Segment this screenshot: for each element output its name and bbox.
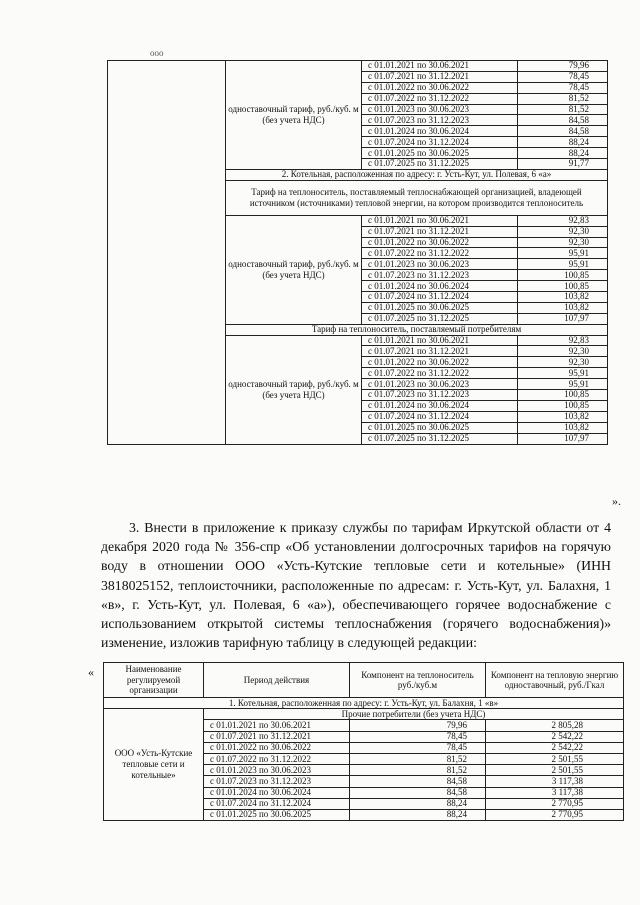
value-cell: 103,82 xyxy=(518,292,608,303)
subtitle-supplier: Тариф на теплоноситель, поставляемый теплоснабжающей организацией, владеющей источником (источниками) тепловой энергии, на котором производится теплоноситель xyxy=(226,180,608,215)
value-cell: 91,77 xyxy=(518,159,608,170)
value-cell: 95,91 xyxy=(518,368,608,379)
coolant-value: 88,24 xyxy=(350,809,486,820)
period-cell: с 01.07.2025 по 31.12.2025 xyxy=(362,159,518,170)
value-cell: 95,91 xyxy=(518,248,608,259)
period-cell: с 01.07.2025 по 31.12.2025 xyxy=(362,433,518,444)
period-cell: с 01.07.2024 по 31.12.2024 xyxy=(362,292,518,303)
org-cell xyxy=(108,61,226,445)
heat-value: 2 770,95 xyxy=(486,809,624,820)
period-cell: с 01.07.2022 по 31.12.2022 xyxy=(362,248,518,259)
value-cell: 81,52 xyxy=(518,93,608,104)
period-cell: с 01.07.2021 по 31.12.2021 xyxy=(362,226,518,237)
table-row xyxy=(104,698,624,709)
period-cell: с 01.01.2024 по 30.06.2024 xyxy=(362,126,518,137)
heat-value: 2 542,22 xyxy=(486,742,624,753)
header-period: Период действия xyxy=(204,663,350,698)
value-cell: 79,96 xyxy=(518,61,608,72)
coolant-value: 84,58 xyxy=(350,787,486,798)
value-cell: 100,85 xyxy=(518,400,608,411)
value-cell: 92,83 xyxy=(518,215,608,226)
value-cell: 78,45 xyxy=(518,82,608,93)
value-cell: 100,85 xyxy=(518,270,608,281)
coolant-value: 81,52 xyxy=(350,753,486,764)
period-cell: с 01.07.2024 по 31.12.2024 xyxy=(362,137,518,148)
heat-value: 2 542,22 xyxy=(486,731,624,742)
value-cell: 92,30 xyxy=(518,346,608,357)
value-cell: 107,97 xyxy=(518,433,608,444)
coolant-value: 78,45 xyxy=(350,742,486,753)
value-cell: 81,52 xyxy=(518,104,608,115)
period-cell: с 01.01.2024 по 30.06.2024 xyxy=(362,281,518,292)
coolant-value: 79,96 xyxy=(350,720,486,731)
period-cell: с 01.01.2024 по 30.06.2024 xyxy=(362,400,518,411)
period-cell: с 01.07.2023 по 31.12.2023 xyxy=(204,776,350,787)
period-cell: с 01.07.2023 по 31.12.2023 xyxy=(362,115,518,126)
period-cell: с 01.01.2024 по 30.06.2024 xyxy=(204,787,350,798)
period-cell: с 01.01.2025 по 30.06.2025 xyxy=(362,302,518,313)
tariff-label: одноставочный тариф, руб./куб. м (без учета НДС) xyxy=(226,61,362,170)
paragraph-3: 3. Внести в приложение к приказу службы по тарифам Иркутской области от 4 декабря 2020 года № 356-спр «Об установлении долгосрочных тарифов на горячую воду в отношении ООО «Усть-Кутские тепловые сети и котельные» (ИНН 3818025152, теплоисточники, расположенные по адресам: г. Усть-Кут, ул. Балахня, 1 «в», г. Усть-Кут, ул. Полевая, 6 «а»), обеспечивающего горячее водоснабжение с использованием открытой системы теплоснабжения (горячего водоснабжения)» изменение, изложив тарифную таблицу в следующей редакции: xyxy=(101,520,611,651)
period-cell: с 01.07.2021 по 31.12.2021 xyxy=(362,71,518,82)
value-cell: 103,82 xyxy=(518,422,608,433)
value-cell: 92,30 xyxy=(518,226,608,237)
period-cell: с 01.01.2023 по 30.06.2023 xyxy=(362,104,518,115)
period-cell: с 01.07.2021 по 31.12.2021 xyxy=(204,731,350,742)
coolant-value: 84,58 xyxy=(350,776,486,787)
section-heading-1: 1. Котельная, расположенная по адресу: г. Усть-Кут, ул. Балахня, 1 «в» xyxy=(104,698,624,709)
period-cell: с 01.01.2025 по 30.06.2025 xyxy=(362,422,518,433)
coolant-value: 78,45 xyxy=(350,731,486,742)
subtitle-consumers: Тариф на теплоноситель, поставляемый потребителям xyxy=(226,324,608,335)
heat-value: 2 501,55 xyxy=(486,753,624,764)
period-cell: с 01.01.2025 по 30.06.2025 xyxy=(204,809,350,820)
period-cell: с 01.01.2022 по 30.06.2022 xyxy=(362,237,518,248)
value-cell: 78,45 xyxy=(518,71,608,82)
value-cell: 103,82 xyxy=(518,411,608,422)
tariff-label: одноставочный тариф, руб./куб. м (без учета НДС) xyxy=(226,215,362,324)
section-heading-2: 2. Котельная, расположенная по адресу: г. Усть-Кут, ул. Полевая, 6 «а» xyxy=(226,169,608,180)
value-cell: 88,24 xyxy=(518,148,608,159)
period-cell: с 01.07.2023 по 31.12.2023 xyxy=(362,390,518,401)
tariff-label: одноставочный тариф, руб./куб. м (без учета НДС) xyxy=(226,335,362,444)
header-org: Наименование регулируемой организации xyxy=(104,663,204,698)
opening-quote: « xyxy=(88,665,94,679)
margin-mark: ооо xyxy=(150,48,164,58)
period-cell: с 01.07.2025 по 31.12.2025 xyxy=(362,313,518,324)
period-cell: с 01.01.2022 по 30.06.2022 xyxy=(204,742,350,753)
value-cell: 92,83 xyxy=(518,335,608,346)
heat-value: 2 805,28 xyxy=(486,720,624,731)
period-cell: с 01.01.2023 по 30.06.2023 xyxy=(204,765,350,776)
value-cell: 92,30 xyxy=(518,357,608,368)
coolant-value: 81,52 xyxy=(350,765,486,776)
coolant-value: 88,24 xyxy=(350,798,486,809)
value-cell: 107,97 xyxy=(518,313,608,324)
period-cell: с 01.07.2024 по 31.12.2024 xyxy=(204,798,350,809)
period-cell: с 01.01.2023 по 30.06.2023 xyxy=(362,259,518,270)
heat-value: 3 117,38 xyxy=(486,787,624,798)
closing-quote: ». xyxy=(612,494,621,508)
period-cell: с 01.01.2023 по 30.06.2023 xyxy=(362,379,518,390)
header-heat: Компонент на тепловую энергию одноставочный, руб./Гкал xyxy=(486,663,624,698)
heat-value: 2 501,55 xyxy=(486,765,624,776)
table-row xyxy=(104,709,624,720)
period-cell: с 01.07.2022 по 31.12.2022 xyxy=(362,93,518,104)
value-cell: 100,85 xyxy=(518,281,608,292)
hot-water-tariff-table xyxy=(103,662,624,821)
heat-value: 2 770,95 xyxy=(486,798,624,809)
period-cell: с 01.01.2022 по 30.06.2022 xyxy=(362,357,518,368)
value-cell: 95,91 xyxy=(518,379,608,390)
period-cell: с 01.01.2022 по 30.06.2022 xyxy=(362,82,518,93)
period-cell: с 01.01.2025 по 30.06.2025 xyxy=(362,148,518,159)
value-cell: 84,58 xyxy=(518,115,608,126)
period-cell: с 01.07.2021 по 31.12.2021 xyxy=(362,346,518,357)
period-cell: с 01.07.2022 по 31.12.2022 xyxy=(362,368,518,379)
period-cell: с 01.07.2023 по 31.12.2023 xyxy=(362,270,518,281)
period-cell: с 01.01.2021 по 30.06.2021 xyxy=(362,61,518,72)
consumer-category: Прочие потребители (без учета НДС) xyxy=(204,709,624,720)
header-coolant: Компонент на теплоноситель руб./куб.м xyxy=(350,663,486,698)
table-row xyxy=(108,61,608,72)
heat-value: 3 117,38 xyxy=(486,776,624,787)
period-cell: с 01.07.2024 по 31.12.2024 xyxy=(362,411,518,422)
period-cell: с 01.07.2022 по 31.12.2022 xyxy=(204,753,350,764)
value-cell: 103,82 xyxy=(518,302,608,313)
table-header-row xyxy=(104,663,624,698)
value-cell: 88,24 xyxy=(518,137,608,148)
value-cell: 95,91 xyxy=(518,259,608,270)
organization-name: ООО «Усть-Кутские тепловые сети и котельные» xyxy=(104,709,204,821)
value-cell: 92,30 xyxy=(518,237,608,248)
period-cell: с 01.01.2021 по 30.06.2021 xyxy=(204,720,350,731)
tariff-table-continued xyxy=(107,60,608,445)
value-cell: 84,58 xyxy=(518,126,608,137)
period-cell: с 01.01.2021 по 30.06.2021 xyxy=(362,215,518,226)
period-cell: с 01.01.2021 по 30.06.2021 xyxy=(362,335,518,346)
value-cell: 100,85 xyxy=(518,390,608,401)
